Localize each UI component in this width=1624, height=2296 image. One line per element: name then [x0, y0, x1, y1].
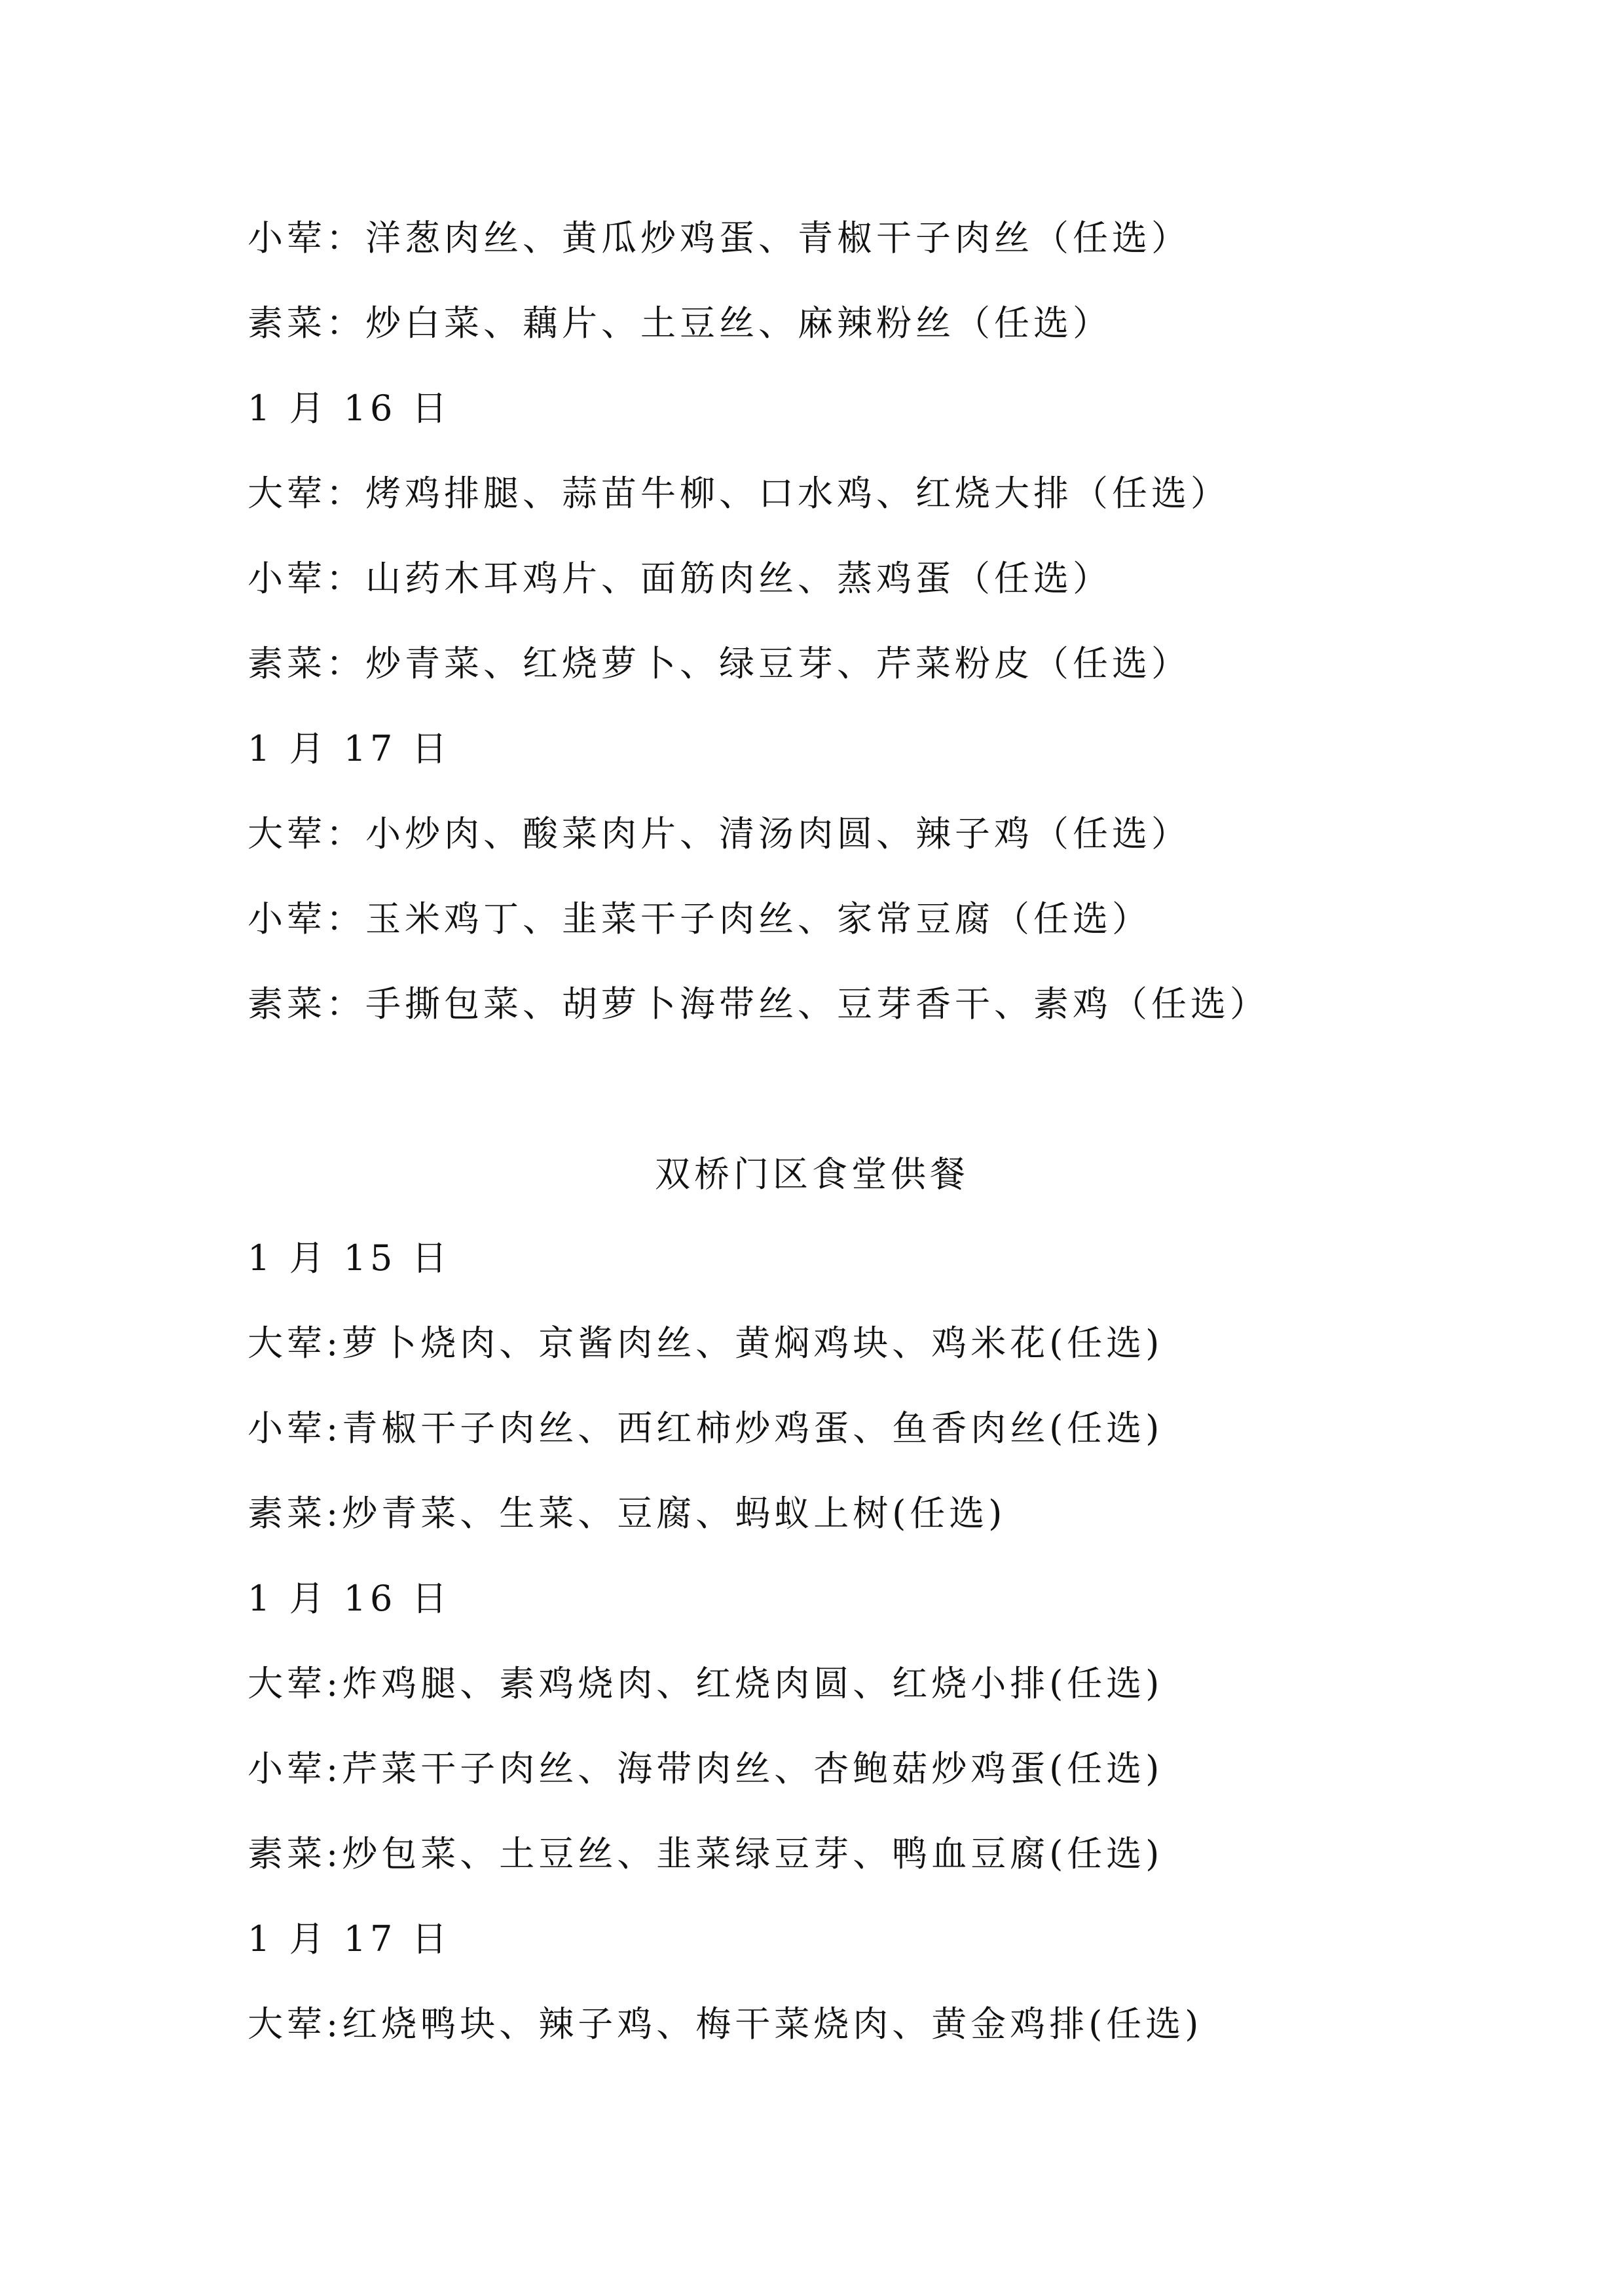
menu-line-vegetable: 素菜：炒青菜、红烧萝卜、绿豆芽、芹菜粉皮（任选） — [248, 643, 1190, 684]
menu-line-vegetable: 素菜:炒青菜、生菜、豆腐、蚂蚁上树(任选) — [248, 1493, 1006, 1534]
menu-line-small-meat: 小荤：洋葱肉丝、黄瓜炒鸡蛋、青椒干子肉丝（任选） — [248, 217, 1190, 259]
date-line: 1 月 16 日 — [248, 388, 451, 429]
date-line: 1 月 16 日 — [248, 1578, 451, 1619]
menu-line-big-meat: 大荤：烤鸡排腿、蒜苗牛柳、口水鸡、红烧大排（任选） — [248, 473, 1230, 514]
date-line: 1 月 17 日 — [248, 1918, 451, 1959]
date-line: 1 月 15 日 — [248, 1237, 451, 1279]
menu-line-big-meat: 大荤:萝卜烧肉、京酱肉丝、黄焖鸡块、鸡米花(任选) — [248, 1322, 1164, 1364]
menu-line-vegetable: 素菜：手撕包菜、胡萝卜海带丝、豆芽香干、素鸡（任选） — [248, 983, 1269, 1025]
menu-line-vegetable: 素菜：炒白菜、藕片、土豆丝、麻辣粉丝（任选） — [248, 302, 1112, 344]
menu-line-big-meat: 大荤:炸鸡腿、素鸡烧肉、红烧肉圆、红烧小排(任选) — [248, 1663, 1164, 1704]
menu-line-big-meat: 大荤:红烧鸭块、辣子鸡、梅干菜烧肉、黄金鸡排(任选) — [248, 2003, 1203, 2045]
menu-line-small-meat: 小荤：玉米鸡丁、韭菜干子肉丝、家常豆腐（任选） — [248, 898, 1151, 939]
menu-line-small-meat: 小荤：山药木耳鸡片、面筋肉丝、蒸鸡蛋（任选） — [248, 558, 1112, 599]
menu-line-small-meat: 小荤:芹菜干子肉丝、海带肉丝、杏鲍菇炒鸡蛋(任选) — [248, 1748, 1164, 1789]
date-line: 1 月 17 日 — [248, 728, 451, 769]
menu-line-vegetable: 素菜:炒包菜、土豆丝、韭菜绿豆芽、鸭血豆腐(任选) — [248, 1833, 1164, 1874]
section-title: 双桥门区食堂供餐 — [655, 1154, 969, 1195]
menu-line-big-meat: 大荤：小炒肉、酸菜肉片、清汤肉圆、辣子鸡（任选） — [248, 813, 1190, 854]
menu-line-small-meat: 小荤:青椒干子肉丝、西红柿炒鸡蛋、鱼香肉丝(任选) — [248, 1408, 1164, 1449]
